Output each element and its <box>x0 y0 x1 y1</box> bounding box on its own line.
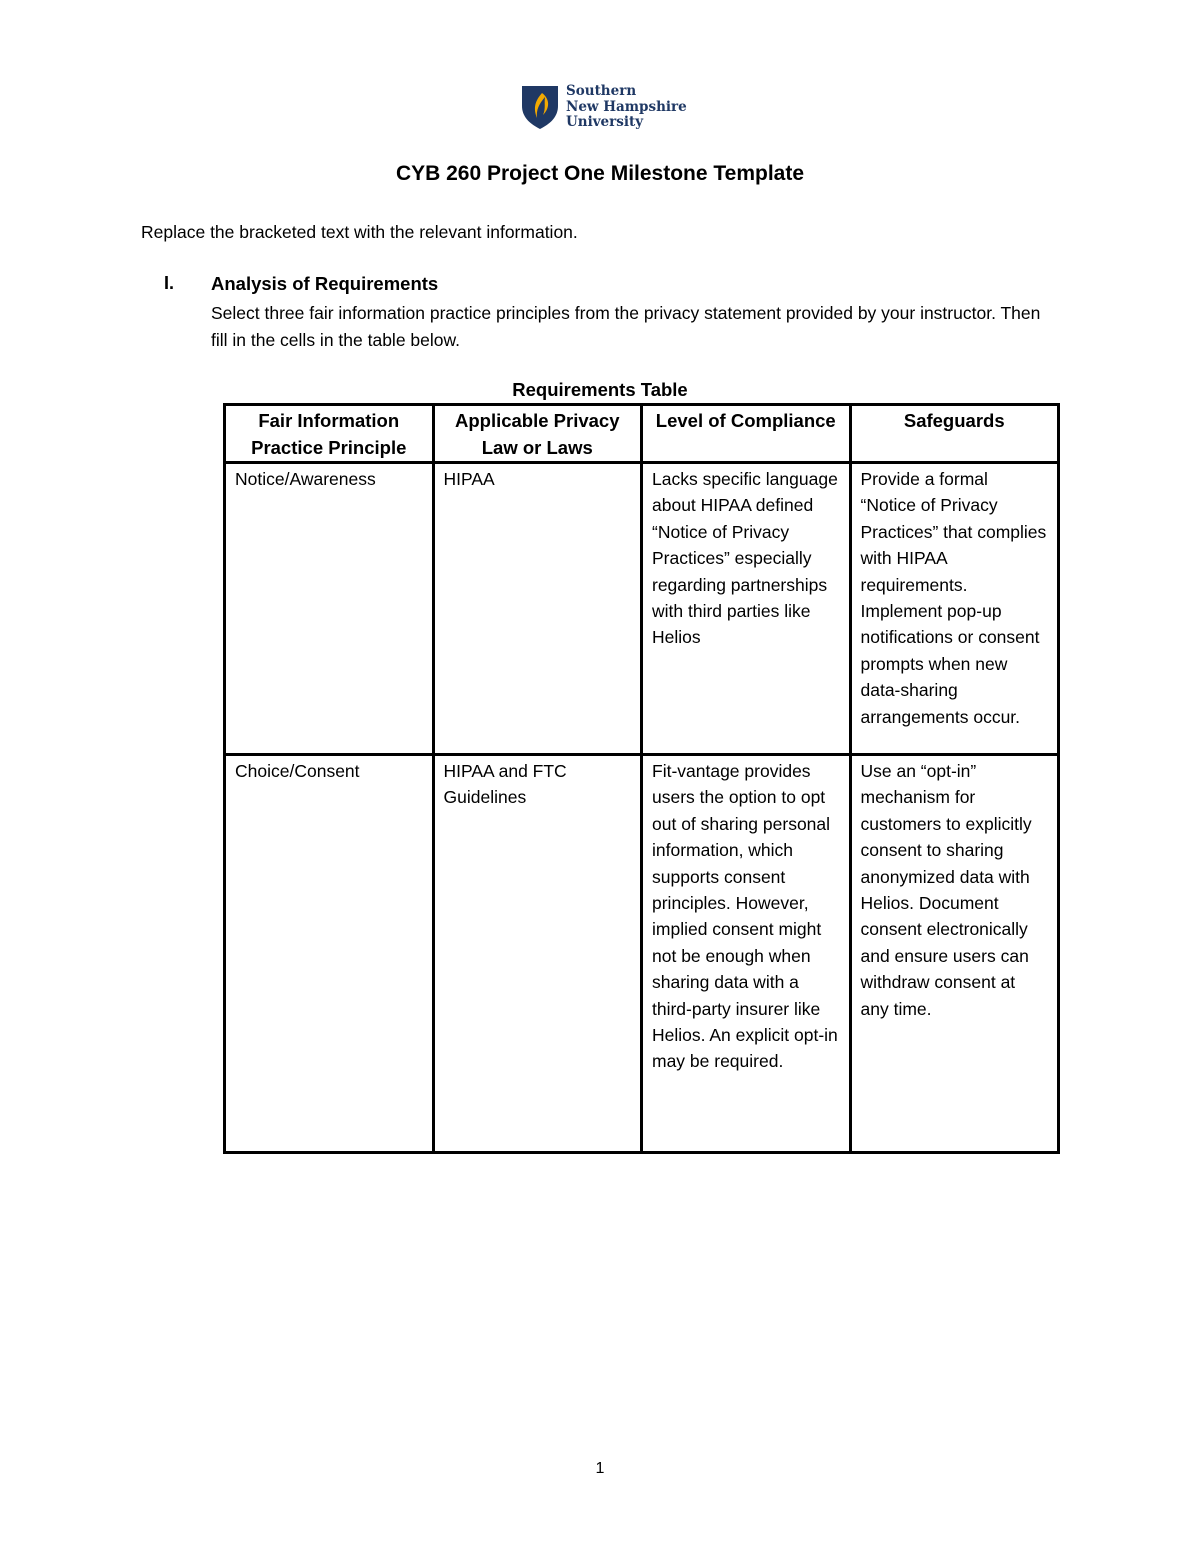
column-header-law: Applicable Privacy Law or Laws <box>433 405 642 463</box>
cell-law: HIPAA <box>433 463 642 755</box>
column-header-principle: Fair Information Practice Principle <box>225 405 434 463</box>
cell-safeguards: Use an “opt-in” mechanism for customers to explicitly consent to sharing anonymized data with Helios. Document consent electronically and ensure users can withdraw consent at any time. <box>850 755 1059 1153</box>
table-caption: Requirements Table <box>512 379 688 400</box>
instructions-text: Replace the bracketed text with the relevant information. <box>141 222 578 242</box>
table-row <box>225 463 1059 755</box>
table-header-row <box>225 405 1059 463</box>
cell-compliance: Fit-vantage provides users the option to opt out of sharing personal information, which supports consent principles. However, implied consent might not be enough when sharing data with a third-party insurer like Helios. An explicit opt-in may be required. <box>642 755 851 1153</box>
cell-principle: Notice/Awareness <box>225 463 434 755</box>
document-title: CYB 260 Project One Milestone Template <box>395 162 805 185</box>
cell-law: HIPAA and FTC Guidelines <box>433 755 642 1153</box>
logo-line: University <box>566 114 644 130</box>
section-heading: Analysis of Requirements <box>211 273 439 294</box>
cell-compliance: Lacks specific language about HIPAA defined “Notice of Privacy Practices” especially regarding partnerships with third parties like Helios <box>642 463 851 755</box>
logo-line: Southern <box>566 83 637 99</box>
column-header-compliance: Level of Compliance <box>642 405 851 463</box>
university-logo <box>520 84 687 131</box>
section-body: Select three fair information practice principles from the privacy statement provided by your instructor. Then fill in the cells in the table below. <box>211 303 1041 350</box>
logo-wordmark <box>566 84 687 131</box>
section-numeral: I. <box>164 273 175 293</box>
table-row <box>225 755 1059 1153</box>
shield-icon <box>520 84 560 130</box>
cell-safeguards: Provide a formal “Notice of Privacy Practices” that complies with HIPAA requirements. Implement pop-up notifications or consent prompts when new data-sharing arrangements occur. <box>850 463 1059 755</box>
column-header-safeguards: Safeguards <box>850 405 1059 463</box>
requirements-table <box>223 403 1060 1154</box>
logo-line: New Hampshire <box>566 98 687 115</box>
cell-principle: Choice/Consent <box>225 755 434 1153</box>
page-number: 1 <box>595 1460 605 1477</box>
